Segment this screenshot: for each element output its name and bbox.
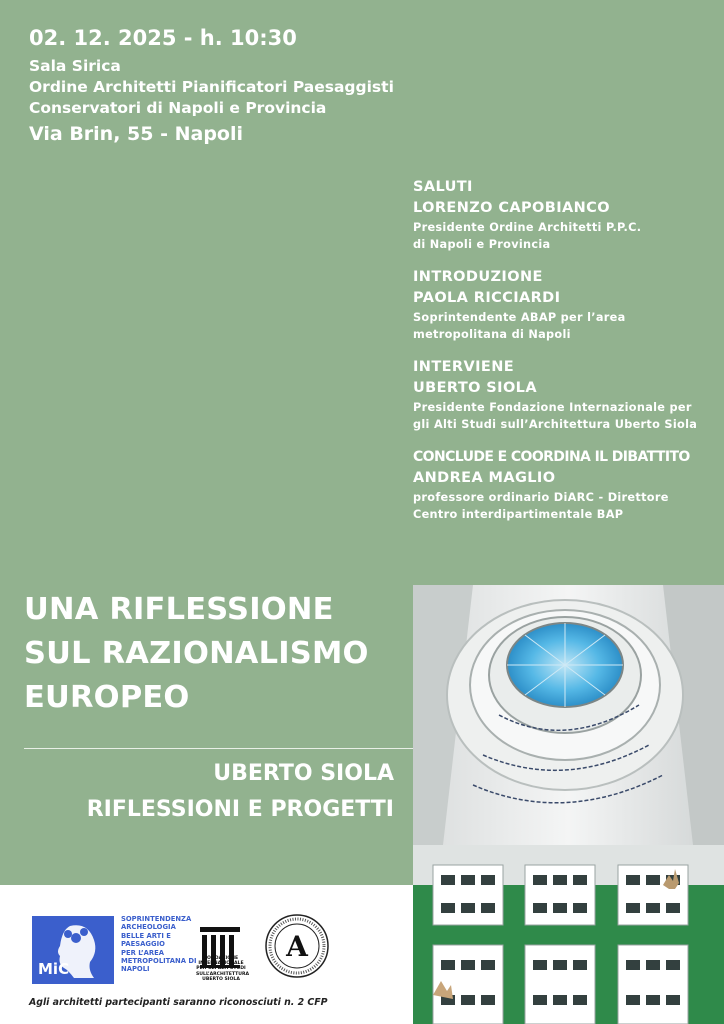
speaker-name: PAOLA RICCIARDI [413,290,561,306]
event-date: 02. 12. 2025 - h. 10:30 [29,26,297,50]
event-title [24,588,414,720]
fond-line: FONDAZIONE [203,956,239,961]
mic-logo [32,916,114,984]
title-line-3: EUROPEO [24,680,190,715]
program-section-conclude [413,446,718,523]
architecture-rendering [413,585,724,1024]
program-section-introduzione [413,266,718,343]
sopr-line: METROPOLITANA DI [121,957,197,966]
program-section-saluti [413,176,718,253]
section-label: INTERVIENE [413,359,515,375]
speaker-role: Presidente Ordine Architetti P.P.C. [413,221,642,234]
fond-line: INTERNAZIONALE [198,961,244,967]
sopr-line: ARCHEOLOGIA [121,923,176,932]
ordine-letter: A [286,930,308,963]
ordine-architetti-seal-icon [264,913,330,979]
venue-line-1: Sala Sirica [29,57,121,75]
venue-line-2: Ordine Architetti Pianificatori Paesaggisti [29,78,394,96]
title-line-2: SUL RAZIONALISMO [24,636,369,671]
fond-line: UBERTO SIOLA [202,976,240,982]
title-divider [24,748,414,749]
soprintendenza-text [121,915,197,974]
sopr-line: SOPRINTENDENZA [121,915,192,923]
fondazione-text [196,956,250,982]
program-list [413,176,718,536]
section-label: INTRODUZIONE [413,269,543,285]
speaker-name: ANDREA MAGLIO [413,470,556,486]
subtitle-line-2: RIFLESSIONI E PROGETTI [86,797,394,822]
program-section-interviene [413,356,718,433]
subtitle-line-1: UBERTO SIOLA [213,761,394,786]
speaker-name: LORENZO CAPOBIANCO [413,200,610,216]
venue-line-3: Conservatori di Napoli e Provincia [29,99,327,117]
speaker-role: di Napoli e Provincia [413,238,551,251]
section-label: SALUTI [413,179,473,195]
cfp-note: Agli architetti partecipanti saranno riconosciuti n. 2 CFP [29,997,328,1008]
sopr-line: BELLE ARTI E [121,931,171,940]
event-subtitle [24,756,394,828]
venue-address: Via Brin, 55 - Napoli [29,123,244,145]
section-label: CONCLUDE E COORDINA IL DIBATTITO [413,449,690,465]
speaker-name: UBERTO SIOLA [413,380,537,396]
speaker-role: Soprintendente ABAP per l’area [413,311,626,324]
fond-line: PER GLI ALTI STUDI SULL’ARCHITETTURA [196,966,250,977]
speaker-role: professore ordinario DiARC - Direttore [413,491,669,504]
speaker-role: gli Alti Studi sull’Architettura Uberto Siola [413,418,698,431]
footer-logos [0,885,413,1024]
sopr-line: NAPOLI [121,965,150,974]
speaker-role: metropolitana di Napoli [413,328,571,341]
title-line-1: UNA RIFLESSIONE [24,592,334,627]
sopr-line: PAESAGGIO [121,940,165,949]
speaker-role: Centro interdipartimentale BAP [413,508,624,521]
speaker-role: Presidente Fondazione Internazionale per [413,401,692,414]
mic-label: MiC [38,960,70,978]
event-header [29,26,394,145]
sopr-line: PER L’AREA [121,948,164,957]
